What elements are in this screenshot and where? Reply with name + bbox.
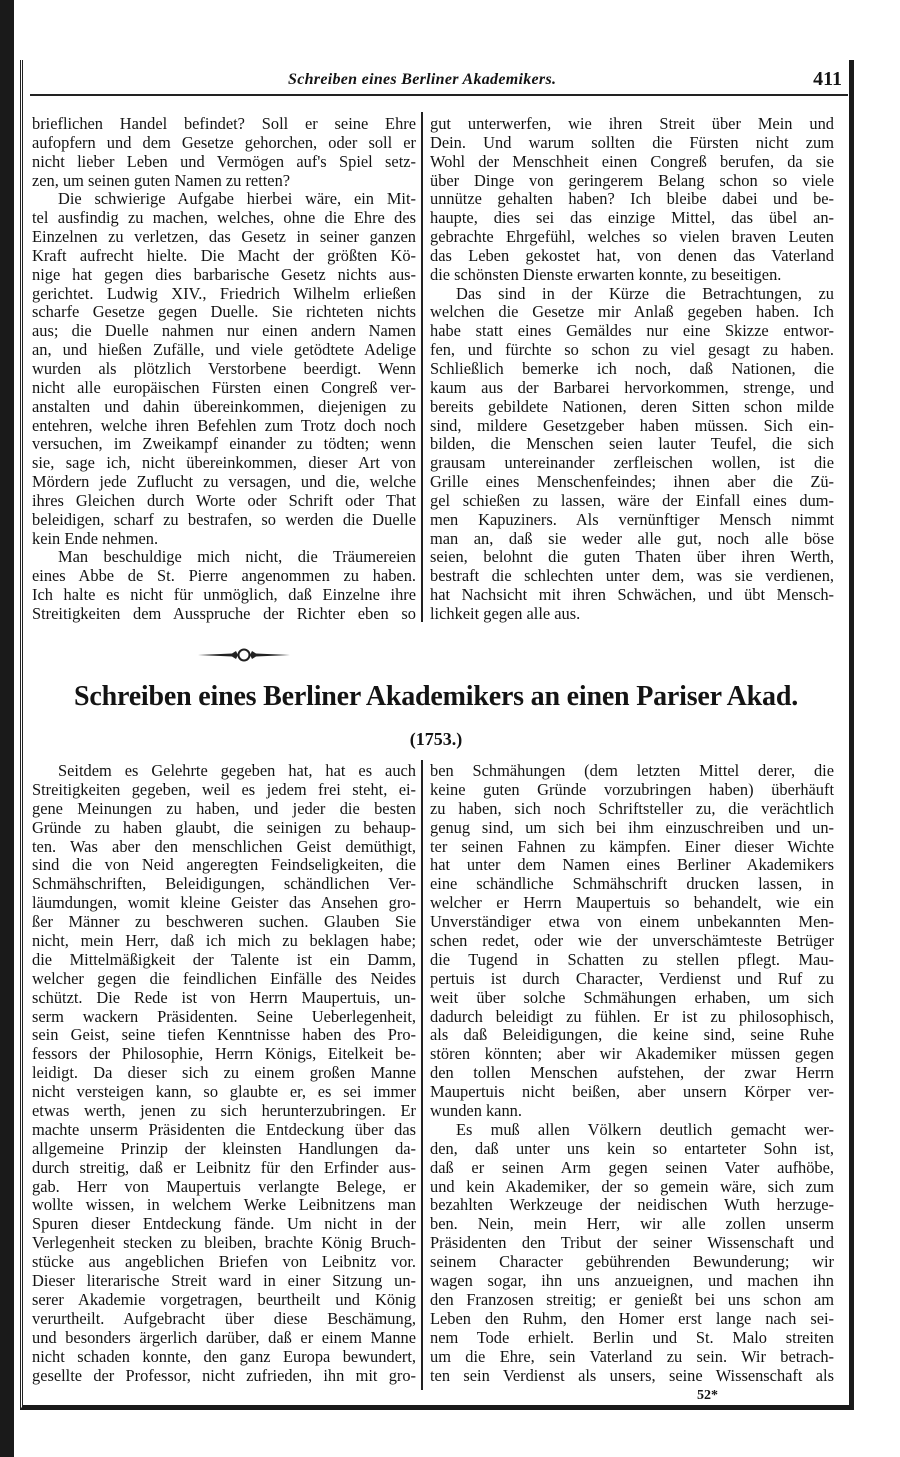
text-line: wollte wissen, in welchem Werke Leibnitzens man [32, 1195, 416, 1215]
running-header [30, 68, 848, 96]
text-line: die Mittelmäßigkeit der Talente ist ein Damm, [32, 949, 416, 969]
text-line: um die Ehre, sein Vaterland zu sein. Wir betrach- [430, 1346, 834, 1366]
ornament-divider-icon [198, 648, 290, 662]
text-line: genug sind, um sich bei ihm einzuschreiben und un- [430, 817, 834, 837]
text-line: das Leben gekostet hat, von denen das Vaterland [430, 245, 834, 265]
text-line: welchen die Gesetze mir Anlaß gegeben haben. Ich [430, 302, 834, 322]
text-line: Dieser literarische Streit ward in einer Sitzung un- [32, 1271, 416, 1291]
column-divider [421, 112, 423, 622]
text-line: nem Tode erhielt. Berlin und St. Malo streiten [430, 1327, 834, 1347]
text-line: den Franzosen streitig; er genießt bei uns schon am [430, 1289, 834, 1309]
text-line: bezahlten Werkzeuge der neidischen Wuth herzuge- [430, 1195, 834, 1215]
page-number: 411 [813, 68, 842, 90]
text-line: die Tugend in Schatten zu stellen pflegt. Mau- [430, 949, 834, 969]
text-line: gab. Herr von Maupertuis verlangte Belege, er [32, 1176, 416, 1196]
text-line: läumdungen, womit kleine Geister das Ansehen gro- [32, 893, 416, 913]
text-line: gene Meinungen zu haben, und jeder die besten [32, 798, 416, 818]
text-line: Kraft aufrecht hielte. Die Macht der größten Kö- [32, 245, 416, 265]
column-bottom-left [32, 762, 416, 1385]
text-line: ten. Was aber den menschlichen Geist demüthigt, [32, 836, 416, 856]
text-line: bereits gebildete Nationen, deren Sitten schon milde [430, 396, 834, 416]
paragraph [430, 762, 834, 1121]
text-line: eines Abbe de St. Pierre angenommen zu haben. [32, 566, 416, 586]
article-year: (1753.) [409, 729, 463, 749]
text-line: wurden als plötzlich Verstorbene beerdigt. Wenn [32, 358, 416, 378]
text-line: welcher gegen die feindlichen Einfälle des Neides [32, 968, 416, 988]
text-line: versuchen, im Zweikampf einander zu tödten; wenn [32, 434, 416, 454]
text-line: gerichtet. Ludwig XIV., Friedrich Wilhelm erließen [32, 283, 416, 303]
text-line: Verlegenheit stecken zu bleiben, brachte König Bruch- [32, 1233, 416, 1253]
text-line: nicht alle europäischen Fürsten einen Congreß ver- [32, 377, 416, 397]
paragraph [32, 548, 416, 623]
text-line: beleidigen, scharf zu bestrafen, so werden die Duelle [32, 509, 416, 529]
text-line: daß er seinen Arm gegen seinen Vater aufhöbe, [430, 1157, 834, 1177]
text-line: die schönsten Dienste erwarten konnte, zu beseitigen. [430, 264, 782, 284]
text-line: eine schändliche Schmähschrift drucken lassen, in [430, 874, 834, 894]
text-line: machte unserm Präsidenten die Entdeckung über das [32, 1119, 416, 1139]
text-line: anstalten und dahin übereinkommen, diejenigen zu [32, 396, 416, 416]
text-line: lichkeit gegen alle aus. [430, 603, 581, 623]
text-line: etwas werth, jenen zu sich herunterzubringen. Er [32, 1101, 416, 1121]
text-line: und besonders ärgerlich darüber, daß er einem Manne [32, 1327, 416, 1347]
text-line: gut unterwerfen, wie ihren Streit über Mein und [430, 114, 834, 133]
text-line: ter seinen Fahnen zu kämpfen. Einer dieser Wichte [430, 836, 834, 856]
paragraph [430, 1121, 834, 1385]
text-line: ben Schmähungen (dem letzten Mittel derer, die [430, 761, 834, 780]
text-line: Leben den Ruhm, den Homer erst lange nach sei- [430, 1308, 834, 1328]
text-line: gesellte der Professor, nicht zufrieden, ihn mit gro- [32, 1365, 416, 1385]
text-line: sie, sage ich, nicht übereinkommen, dieser Art von [32, 453, 416, 473]
text-line: zen, um seinen guten Namen zu retten? [32, 170, 291, 190]
text-line: haupte, dies sei das einzige Mittel, das übel an- [430, 208, 834, 228]
column-top-left [32, 115, 416, 624]
text-line: sein Geist, seine tiefen Kenntnisse haben des Pro- [32, 1025, 416, 1045]
text-line: fen, und fürchte so schon zu viel gesagt zu haben. [430, 340, 834, 360]
column-divider [421, 760, 423, 1390]
text-line: Es muß allen Völkern deutlich gemacht wer- [456, 1119, 834, 1139]
text-line: tel ausfindig zu machen, welches, ohne die Ehre des [32, 208, 416, 228]
paragraph [32, 190, 416, 548]
text-line: über Dinge von geringerem Belang schon so viele [430, 170, 834, 190]
column-bottom-right [430, 762, 834, 1385]
text-line: stücke aus angeblichen Briefen von Leibnitz vor. [32, 1252, 416, 1272]
paragraph [32, 115, 416, 190]
text-line: ten sein Verdienst als unsers, seine Wissenschaft als [430, 1365, 834, 1385]
text-line: Einzelnen zu verletzen, das Gesetz in seiner ganzen [32, 227, 416, 247]
text-line: wunden kann. [430, 1101, 522, 1121]
text-line: man an, daß sie weder alle gut, noch alle böse [430, 528, 834, 548]
text-line: nicht schaden konnte, den ganz Europa bewundert, [32, 1346, 416, 1366]
text-line: sind, mildere Gesetzgeber haben müssen. Sich ein- [430, 415, 834, 435]
running-title: Schreiben eines Berliner Akademikers. [288, 71, 557, 88]
text-line: men Kapuziners. Als vernünftiger Mensch nimmt [430, 509, 834, 529]
text-line: durch streitig, daß er Leibnitz für den Erfinder aus- [32, 1157, 416, 1177]
text-line: Dein. Und warum sollten die Fürsten nicht zum [430, 132, 834, 152]
text-line: hat Nachsicht mit ihren Schwächen, und übt Mensch- [430, 585, 834, 605]
text-line: serer Akademie vorgetragen, beurtheilt und König [32, 1289, 416, 1309]
text-line: ßer Männer zu beschweren suchen. Glauben Sie [32, 912, 416, 932]
text-line: Die schwierige Aufgabe hierbei wäre, ein Mit- [58, 189, 416, 209]
text-line: nicht versteigen kann, so glaubte er, es sei immer [32, 1082, 416, 1102]
text-line: sind die von Neid angeregten Feindseligkeiten, die [32, 855, 416, 875]
text-line: ben. Nein, mein Herr, wir alle zollen unserm [430, 1214, 834, 1234]
text-line: Streitigkeiten gegeben, weil es jedem frei steht, ei- [32, 779, 416, 799]
text-line: wagen sogar, ihn uns anzueignen, und machen ihn [430, 1271, 834, 1291]
text-line: leidigt. Da dieser sich zu einem großen Manne [32, 1063, 416, 1083]
text-line: gebrachte Ehrgefühl, welches so vielen braven Leuten [430, 227, 834, 247]
text-line: Grille eines Menschenfeindes; ihnen aber die Zü- [430, 472, 834, 492]
text-line: weit über solche Schmähungen erhaben, um sich [430, 987, 834, 1007]
text-line: den tollen Menschen aufstehen, der zwar Herrn [430, 1063, 834, 1083]
text-line: kaum aus der Barbarei hervorkommen, strenge, und [430, 377, 834, 397]
text-line: kein Ende nehmen. [32, 528, 159, 548]
text-line: aus; die Duelle nahmen nur einen andern Namen [32, 321, 416, 341]
text-line: dadurch beleidigt zu fühlen. Er ist zu philosophisch, [430, 1006, 834, 1026]
text-line: stören könnten; aber wir Akademiker müssen gegen [430, 1044, 834, 1064]
text-line: Gründe zu haben glaubt, die seinigen zu behaup- [32, 817, 416, 837]
text-line: seinem Character gebührenden Bewunderung; wir [430, 1252, 834, 1272]
paragraph [32, 762, 416, 1385]
text-line: pertuis ist durch Character, Verdienst und Ruf zu [430, 968, 834, 988]
text-line: seien, belohnt die guten Thaten über ihren Werth, [430, 547, 834, 567]
text-line: Seitdem es Gelehrte gegeben hat, hat es auch [58, 761, 416, 780]
text-line: unnütze gehalten haben? Ich bleibe dabei und be- [430, 189, 834, 209]
text-line: schützt. Die Rede ist von Herrn Maupertuis, un- [32, 987, 416, 1007]
column-top-right [430, 115, 834, 624]
text-line: Streitigkeiten dem Ausspruche der Richter eben so [32, 603, 416, 623]
text-line: Schmähschriften, Beleidigungen, schändlichen Ver- [32, 874, 416, 894]
text-line: schen redet, oder wie der unverschämteste Betrüger [430, 931, 834, 951]
text-line: Unverständiger etwa von einem unbekannten Men- [430, 912, 834, 932]
text-line: bilden, die Menschen seien lauter Teufel, die sich [430, 434, 834, 454]
text-line: und kein Akademiker, der so gemein wäre, sich zum [430, 1176, 834, 1196]
text-line: Mördern jede Zuflucht zu versagen, und die, welche [32, 472, 416, 492]
text-line: Präsidenten den Tribut der seiner Wissenschaft und [430, 1233, 834, 1253]
text-line: verurtheilt. Aufgebracht über diese Beschämung, [32, 1308, 416, 1328]
text-line: aufopfern und dem Gesetze gehorchen, oder soll er [32, 132, 416, 152]
text-line: entehren, welche ihren Befehlen zum Trotz doch noch [32, 415, 416, 435]
text-line: bestraft die schlechten unter dem, was sie verdienen, [430, 566, 834, 586]
text-line: brieflichen Handel befindet? Soll er seine Ehre [32, 114, 416, 133]
text-line: allgemeine Prinzip der kleinsten Handlungen da- [32, 1138, 416, 1158]
text-line: zu haben, sich noch Schriftsteller zu, die verächtlich [430, 798, 834, 818]
text-line: nige hat gegen dies barbarische Gesetz nichts aus- [32, 264, 416, 284]
text-line: keine guten Gründe vorzubringen haben) überhäuft [430, 779, 834, 799]
text-line: den, daß unter uns kein so entarteter Sohn ist, [430, 1138, 834, 1158]
paragraph [430, 285, 834, 624]
text-line: welcher er Herrn Maupertuis so behandelt, wie ein [430, 893, 834, 913]
text-line: Spuren dieser Entdeckung fände. Um nicht in der [32, 1214, 416, 1234]
signature-mark: 52* [697, 1388, 718, 1403]
text-line: Das sind in der Kürze die Betrachtungen, zu [456, 283, 834, 303]
text-line: grausam untereinander zerfleischen wollen, ist die [430, 453, 834, 473]
text-line: Schließlich bemerke ich noch, daß Nationen, die [430, 358, 834, 378]
text-line: Ich halte es nicht für unmöglich, daß Einzelne ihre [32, 585, 416, 605]
text-line: hat unter dem Namen eines Berliner Akademikers [430, 855, 834, 875]
text-line: nicht, mein Herr, daß ich mich zu beklagen habe; [32, 931, 416, 951]
text-line: fessors der Philosophie, Herrn Königs, Eitelkeit be- [32, 1044, 416, 1064]
text-line: gel schießen zu lassen, wäre der Einfall eines dum- [430, 490, 834, 510]
text-line: scharfe Gesetze gegen Duelle. Sie richteten nichts [32, 302, 416, 322]
text-line: Man beschuldige mich nicht, die Träumereien [58, 547, 416, 567]
text-line: Maupertuis nicht beißen, aber unsern Körper ver- [430, 1082, 834, 1102]
text-line: nicht lieber Leben und Vermögen auf's Spiel setz- [32, 151, 416, 171]
scan-edge [0, 0, 14, 1457]
text-line: Wohl der Menschheit einen Congreß berufen, da sie [430, 151, 834, 171]
text-line: habe statt eines Gemäldes nur eine Skizze entwor- [430, 321, 834, 341]
text-line: an, und hießen Zufälle, und viele getödtete Adelige [32, 340, 416, 360]
text-line: serm wackern Präsidenten. Seine Ueberlegenheit, [32, 1006, 416, 1026]
text-line: als daß Beleidigungen, die keine sind, seine Ruhe [430, 1025, 834, 1045]
article-title: Schreiben eines Berliner Akademikers an einen Pariser Akad. [74, 681, 798, 712]
paragraph [430, 115, 834, 285]
text-line: ihres Gleichen durch Worte oder Schrift oder That [32, 490, 416, 510]
